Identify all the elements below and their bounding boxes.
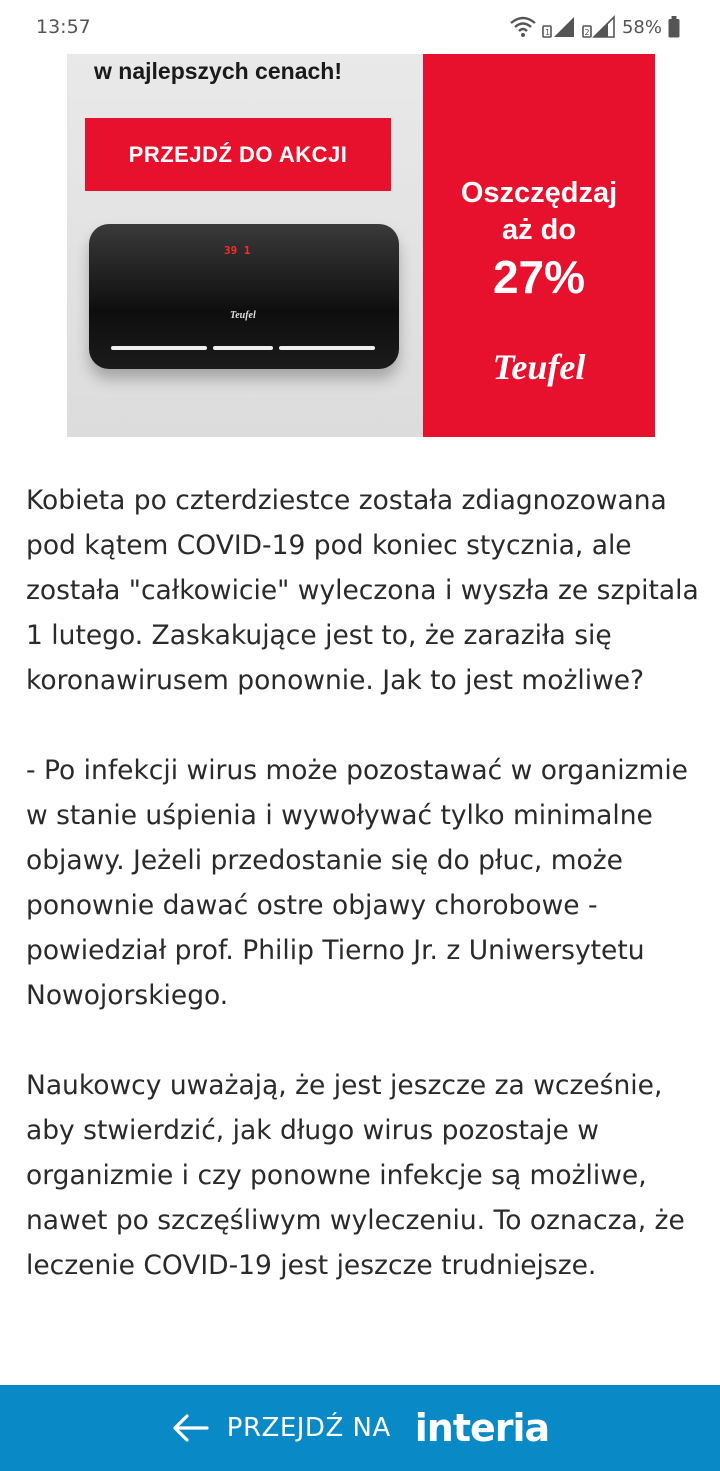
ad-device-bar-right xyxy=(279,346,375,350)
arrow-left-icon xyxy=(171,1413,209,1443)
wifi-icon xyxy=(510,16,536,38)
article-body xyxy=(26,478,702,1333)
svg-text:1: 1 xyxy=(544,28,551,37)
ad-product-image xyxy=(89,224,399,369)
advertisement-banner[interactable] xyxy=(67,54,655,437)
status-bar xyxy=(0,0,720,54)
status-icons xyxy=(510,14,680,40)
interia-logo: interia xyxy=(414,1406,550,1450)
go-to-label: PRZEJDŹ NA xyxy=(226,1413,391,1443)
ad-cta-button[interactable]: PRZEJDŹ DO AKCJI xyxy=(85,118,391,191)
ad-headline: w najlepszych cenach! xyxy=(94,58,342,84)
ad-device-display: 39 1 xyxy=(224,244,251,257)
status-time: 13:57 xyxy=(36,16,91,38)
battery-percent: 58% xyxy=(621,16,662,38)
signal-sim2-icon xyxy=(582,15,616,39)
ad-offer-line1: Oszczędzaj xyxy=(460,177,618,209)
battery-icon xyxy=(668,16,680,38)
go-to-interia-bar[interactable] xyxy=(0,1385,720,1471)
ad-device-bar-left xyxy=(111,346,207,350)
ad-device-bar-center xyxy=(213,346,273,350)
article-paragraph: Naukowcy uważają, że jest jeszcze za wcześnie, aby stwierdzić, jak długo wirus pozostaje w organizmie i czy ponowne infekcje są możliwe, nawet po szczęśliwym wyleczeniu. To oznacza, że leczenie COVID-19 jest jeszcze trudniejsze. xyxy=(26,1070,685,1281)
ad-offer-percent: 27% xyxy=(492,251,586,303)
ad-offer-text xyxy=(423,174,655,306)
ad-device-logo: Teufel xyxy=(230,310,256,321)
ad-brand-logo: Teufel xyxy=(492,347,586,387)
article-paragraph: Kobieta po czterdziestce została zdiagnozowana pod kątem COVID-19 pod koniec stycznia, ale została "całkowicie" wyleczona i wyszła ze szpitala 1 lutego. Zaskakujące jest to, że zaraziła się koronawirusem ponownie. Jak to jest możliwe? xyxy=(26,485,699,696)
article-paragraph: - Po infekcji wirus może pozostawać w organizmie w stanie uśpienia i wywoływać tylko minimalne objawy. Jeżeli przedostanie się do płuc, może ponownie dawać ostre objawy chorobowe - powiedział prof. Philip Tierno Jr. z Uniwersytetu Nowojorskiego. xyxy=(26,755,688,1011)
ad-offer-line2: aż do xyxy=(501,214,577,246)
signal-sim1-icon xyxy=(542,15,576,39)
svg-text:2: 2 xyxy=(584,28,590,37)
